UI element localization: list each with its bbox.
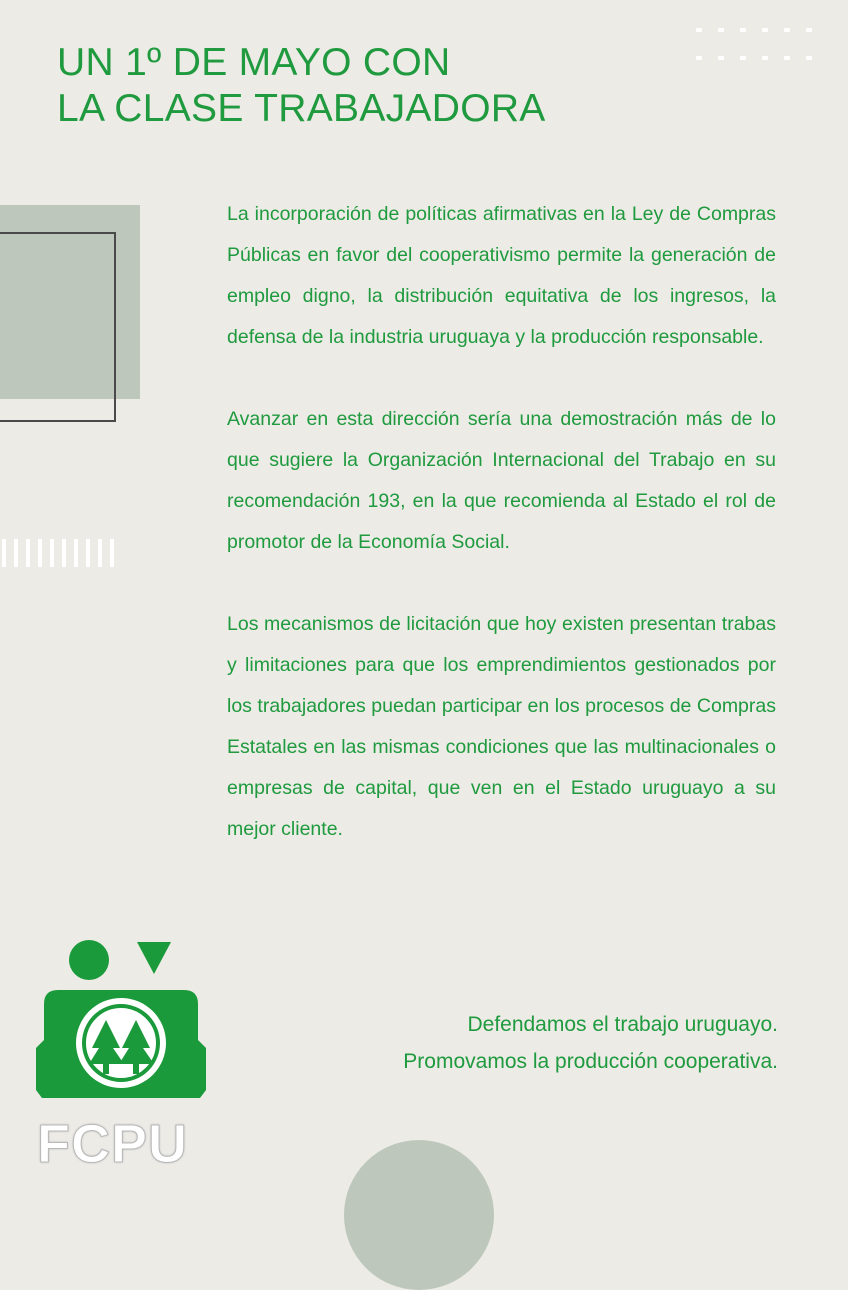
decor-sage-circle xyxy=(344,1140,494,1290)
title-line-2: LA CLASE TRABAJADORA xyxy=(57,87,546,130)
title-line-1: UN 1º DE MAYO CON xyxy=(57,41,451,84)
page-title xyxy=(57,40,546,132)
paragraph-3: Los mecanismos de licitación que hoy existen presentan trabas y limitaciones para que los emprendimientos gestionados por los trabajadores puedan participar en los procesos de Compras Estatales en las mismas condiciones que las multinacionales o empresas de capital, que ven en el Estado uruguayo a su mejor cliente. xyxy=(227,613,776,840)
logo-wordmark: FCPU xyxy=(37,1114,188,1174)
decor-outline-rectangle xyxy=(0,232,116,422)
closing-line-1: Defendamos el trabajo uruguayo. xyxy=(467,1013,778,1036)
closing-slogan xyxy=(403,1006,778,1080)
paragraph-1: La incorporación de políticas afirmativas en la Ley de Compras Públicas en favor del cooperativismo permite la generación de empleo digno, la distribución equitativa de los ingresos, la defensa de la industria uruguaya y la producción responsable. xyxy=(227,203,776,348)
closing-line-2: Promovamos la producción cooperativa. xyxy=(403,1050,778,1073)
decor-dot-grid xyxy=(696,28,816,68)
body-text xyxy=(227,194,776,891)
paragraph-2: Avanzar en esta dirección sería una demostración más de lo que sugiere la Organización Internacional del Trabajo en su recomendación 193, en la que recomienda al Estado el rol de promotor de la Economía Social. xyxy=(227,408,776,553)
